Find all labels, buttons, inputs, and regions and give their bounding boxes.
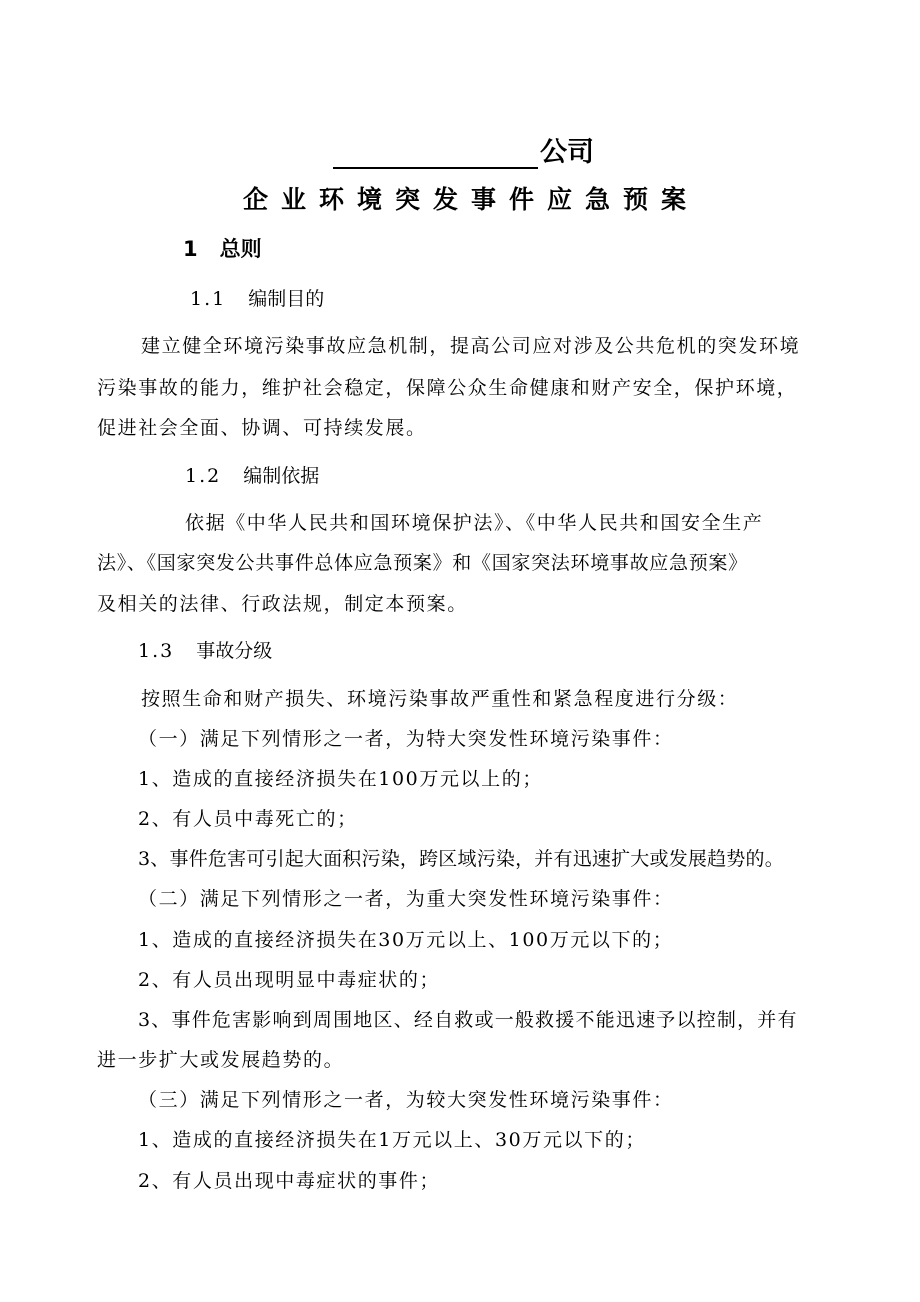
company-name-blank xyxy=(333,143,538,169)
subsection-number: 1.1 xyxy=(190,288,227,310)
paragraph-line: 促进社会全面、协调、可持续发展。 xyxy=(97,417,427,439)
paragraph-line: 1、造成的直接经济损失在30万元以上、100万元以下的； xyxy=(138,929,674,951)
section-title: 总则 xyxy=(219,237,262,261)
company-name-line xyxy=(333,130,594,169)
paragraph-line: 2、有人员出现中毒症状的事件； xyxy=(138,1170,441,1192)
paragraph-line: （二）满足下列情形之一者，为重大突发性环境污染事件： xyxy=(138,888,674,910)
section-number: 1 xyxy=(183,237,198,261)
paragraph-line: （一）满足下列情形之一者，为特大突发性环境污染事件： xyxy=(138,728,674,750)
paragraph-line: 污染事故的能力，维护社会稳定，保障公众生命健康和财产安全，保护环境， xyxy=(97,377,798,399)
company-suffix: 公司 xyxy=(540,137,594,168)
document-title: 企业环境突发事件应急预案 xyxy=(243,185,700,214)
subsection-heading-1-3 xyxy=(138,636,272,663)
paragraph-line: 1、造成的直接经济损失在1万元以上、30万元以下的； xyxy=(138,1129,646,1151)
subsection-title: 编制依据 xyxy=(243,465,320,487)
subsection-heading-1-1 xyxy=(190,284,324,311)
subsection-title: 事故分级 xyxy=(196,640,273,662)
paragraph-line: （三）满足下列情形之一者，为较大突发性环境污染事件： xyxy=(138,1089,674,1111)
paragraph-line: 2、有人员出现明显中毒症状的； xyxy=(138,969,441,991)
paragraph-line: 建立健全环境污染事故应急机制，提高公司应对涉及公共危机的突发环境 xyxy=(141,335,801,357)
paragraph-line: 依据《中华人民共和国环境保护法》、《中华人民共和国安全生产 xyxy=(185,512,764,534)
paragraph-line: 按照生命和财产损失、环境污染事故严重性和紧急程度进行分级： xyxy=(141,688,739,710)
paragraph-line: 法》、《国家突发公共事件总体应急预案》和《国家突法环境事故应急预案》 xyxy=(97,552,748,574)
paragraph-line: 2、有人员中毒死亡的； xyxy=(138,808,358,830)
paragraph-line: 1、造成的直接经济损失在100万元以上的； xyxy=(138,768,543,790)
paragraph-line: 3、事件危害可引起大面积污染，跨区域污染，并有迅速扩大或发展趋势的。 xyxy=(138,848,784,870)
section-heading-1 xyxy=(183,233,262,263)
paragraph-line: 进一步扩大或发展趋势的。 xyxy=(97,1049,345,1071)
subsection-number: 1.3 xyxy=(138,640,175,662)
subsection-heading-1-2 xyxy=(185,461,319,488)
subsection-title: 编制目的 xyxy=(248,288,325,310)
subsection-number: 1.2 xyxy=(185,465,222,487)
paragraph-line: 3、事件危害影响到周围地区、经自救或一般救援不能迅速予以控制，并有 xyxy=(138,1009,798,1031)
paragraph-line: 及相关的法律、行政法规，制定本预案。 xyxy=(97,593,468,615)
